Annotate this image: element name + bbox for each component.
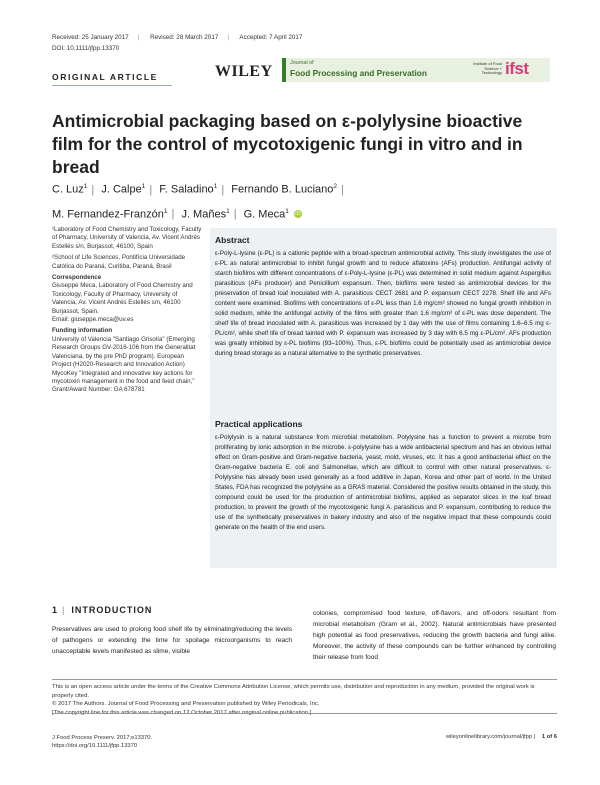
license-rule-bottom <box>52 713 557 714</box>
author-name: J. Calpe <box>101 183 142 196</box>
article-type-rule <box>52 85 172 86</box>
received-date: Received: 25 January 2017 <box>52 34 129 41</box>
journal-name-prefix: Journal of <box>290 60 314 66</box>
correspondence-text: Giuseppe Meca, Laboratory of Food Chemistry and Toxicology, Faculty of Pharmacy, University of Valencia, Av. Vicent Andrés Estellés s/n, 46100 Burjassot, Spain. <box>52 282 193 315</box>
section-title: INTRODUCTION <box>71 605 153 615</box>
license-line: This is an open access article under the terms of the Creative Commons Attribution License, which permits use, distribution and reproduction in any medium, provided the original work is properly cited. <box>52 684 535 699</box>
publisher-logo: WILEY <box>215 63 273 80</box>
funding-heading: Funding information <box>52 327 113 335</box>
author-name: J. Mañes <box>181 208 227 221</box>
abstract-heading: Abstract <box>215 235 250 245</box>
page-number: 1 of 6 <box>541 734 557 740</box>
author-name: Fernando B. Luciano <box>231 183 334 196</box>
revised-date: Revised: 28 March 2017 <box>150 34 219 41</box>
affiliation-2: ²School of Life Sciences, Pontifícia Universidade Católica do Paraná, Curitiba, Paraná, Brasil <box>52 254 186 270</box>
journal-name: Food Processing and Preservation <box>290 68 427 78</box>
practical-applications-heading: Practical applications <box>215 419 303 429</box>
orcid-icon[interactable]: iD <box>295 211 301 218</box>
author-affiliation: 2 <box>333 183 337 190</box>
doi-line: DOI: 10.1111/jfpp.13370 <box>52 45 120 52</box>
author-affiliation: 1 <box>213 183 218 190</box>
author-affiliation: 1 <box>163 207 168 215</box>
article-dates: Received: 25 January 2017 | Revised: 28 March 2017 | Accepted: 7 April 2017 <box>52 34 303 41</box>
author-affiliation: 1 <box>226 207 230 215</box>
author-list <box>52 176 552 225</box>
article-title: Antimicrobial packaging based on ε-polylysine bioactive film for the control of mycotoxigenic fungi in vitro and in bread <box>52 111 523 177</box>
correspondence-heading: Correspondence <box>52 274 102 282</box>
affiliation-1: ¹Laboratory of Food Chemistry and Toxicology, Faculty of Pharmacy, University of Valencia, Av. Vicent Andrés Estellés s/n, Burjassot, 46100, Spain <box>52 226 202 250</box>
author-affiliation: 1 <box>83 183 88 190</box>
author-affiliation: 1 <box>141 183 146 190</box>
author-line-1: C. Luz$^1$ | J. Calpe$^1$ | F. Saladino$^1$ | Fernando B. Luciano$^2$ | <box>52 183 344 196</box>
ifst-logo: ifst <box>505 59 529 78</box>
practical-applications-text: ε-Polylysin is a natural substance from microbial metabolism. Polylysine has a function to prevent a microbe from proliferating by ionic adsorption in the microbe. ε-polylysine has a wide antibacterial spectrum and has an obvious lethal effect on Gram-positive and Gram-negative bacteria, yeast, mold, viruses, etc. It has a good antibacterial effect on the Gram-negative bacteria E. coli and Salmonellae, which are difficult to control with other natural preservatives. ε-Polylysine has already been used generally as a food additive in Japan, Korea and other part of world. In the United States, FDA has recognized the polylysine as a GRAS material. Considered the positive results obtained in the study, this compound could be used for the production of antimicrobial biofilms, applied as separator slices in the loaf bread production, to prevent the growth of the mycotoxigenic fungi A. parasiticus and P. expansum, contributing to reduce the use of the synthetically preservatives in bakery industry and also of the negative impact that these compounds could generate on the health of the end users. <box>215 434 551 531</box>
accepted-date: Accepted: 7 April 2017 <box>239 34 303 41</box>
article-type: ORIGINAL ARTICLE <box>52 72 158 82</box>
introduction-heading: 1 | INTRODUCTION <box>52 605 153 615</box>
ifst-tagline: Institute of Food Science + Technology <box>473 61 502 76</box>
journal-banner-accent <box>282 58 286 82</box>
author-name: G. Meca <box>243 208 286 221</box>
intro-column-left: Preservatives are used to prolong food shelf life by eliminating/reducing the levels of pathogens or extending the time for spoilage microorganisms to reach unacceptable levels manifested as slime, visible <box>52 626 292 655</box>
doi-link[interactable]: https://doi.org/10.1111/jfpp.13370 <box>52 743 138 749</box>
citation-text: J Food Process Preserv. 2017;e13370. <box>52 735 153 741</box>
funding-text: University of Valencia "Santiago Grisolía" (Emerging Research Groups GV-2016-106 from the Generalitat Valenciana, by the pre PhD program). European Project (H2020-Research and Innovation Action) MycoKey "Integrated and innovative key actions for mycotoxin management in the food and feed chain," Grant/Award Number: GA 678781 <box>52 335 196 394</box>
footer-right: wileyonlinelibrary.com/journal/jfpp | 1 of 6 <box>445 734 557 740</box>
sidebar-info <box>52 226 202 398</box>
author-affiliation: 1 <box>285 207 289 215</box>
author-name: F. Saladino <box>159 183 214 196</box>
footer-citation <box>52 734 152 750</box>
author-name: M. Fernandez-Franzón <box>52 208 164 221</box>
intro-column-right: colonies, compromised food texture, off-flavors, and off-odors resultant from microbial metabolism (Gram et al., 2002). Natural antimicrobials have presented high potential as food preservatives, reducing the growth bacteria and fungi alike. Moreover, the activity of these compounds can be further enhanced by controlling their release from food <box>313 610 556 661</box>
author-line-2: M. Fernandez-Franzón$^1$ | J. Mañes$^1$ | G. Meca$^1$ iD <box>52 207 301 221</box>
license-rule-top <box>52 679 557 680</box>
journal-site-link[interactable]: wileyonlinelibrary.com/journal/jfpp <box>445 734 533 740</box>
section-number: 1 <box>52 605 59 615</box>
copyright-line: © 2017 The Authors. Journal of Food Processing and Preservation published by Wiley Periodicals, Inc. <box>52 701 320 708</box>
author-name: C. Luz <box>52 183 84 196</box>
abstract-text: ε-Poly-L-lysine (ε-PL) is a cationic peptide with a broad-spectrum antimicrobial activity. This study investigates the use of ε-PL as natural antimicrobial to inhibit fungal growth and to reduce aflatoxins (AFs) production. Antifungal activity of starch biofilms with different concentrations of ε-Poly-L-lysine (ε-PL) was determined in solid medium against Aspergillus parasiticus (AFs producer) and Penicillium expansum. Then, biofilms were tested as antimicrobial devices for the preservation of bread loaf inoculated with A. parasiticus CECT 2681 and P. expansum CECT 2278. Shelf life and AFs content were examined. Biofilms with concentrations of ε-PL less than 1.6 mg/cm² showed no fungal growth inhibition in solid medium, while the antifungal activity of the films with greater than 1.6 mg/cm² of ε-PL was dose dependent. The shelf life of bread inoculated with A. parasiticus was increased by 1 day with the use of films containing 1.6–6.5 mg ε-PL/cm², while shelf life of bread tainted with P. expansum was increased by 3 day with 6.5 mg ε-PL/cm². AFs production was greatly inhibited by ε-PL biofilms (93–100%). Thus, ε-PL biofilms could be potentially used as antimicrobial device during bread storage as a natural alternative to the synthetic preservatives. <box>215 250 551 357</box>
correspondence-email[interactable]: Email: giuseppe.meca@uv.es <box>52 316 134 324</box>
